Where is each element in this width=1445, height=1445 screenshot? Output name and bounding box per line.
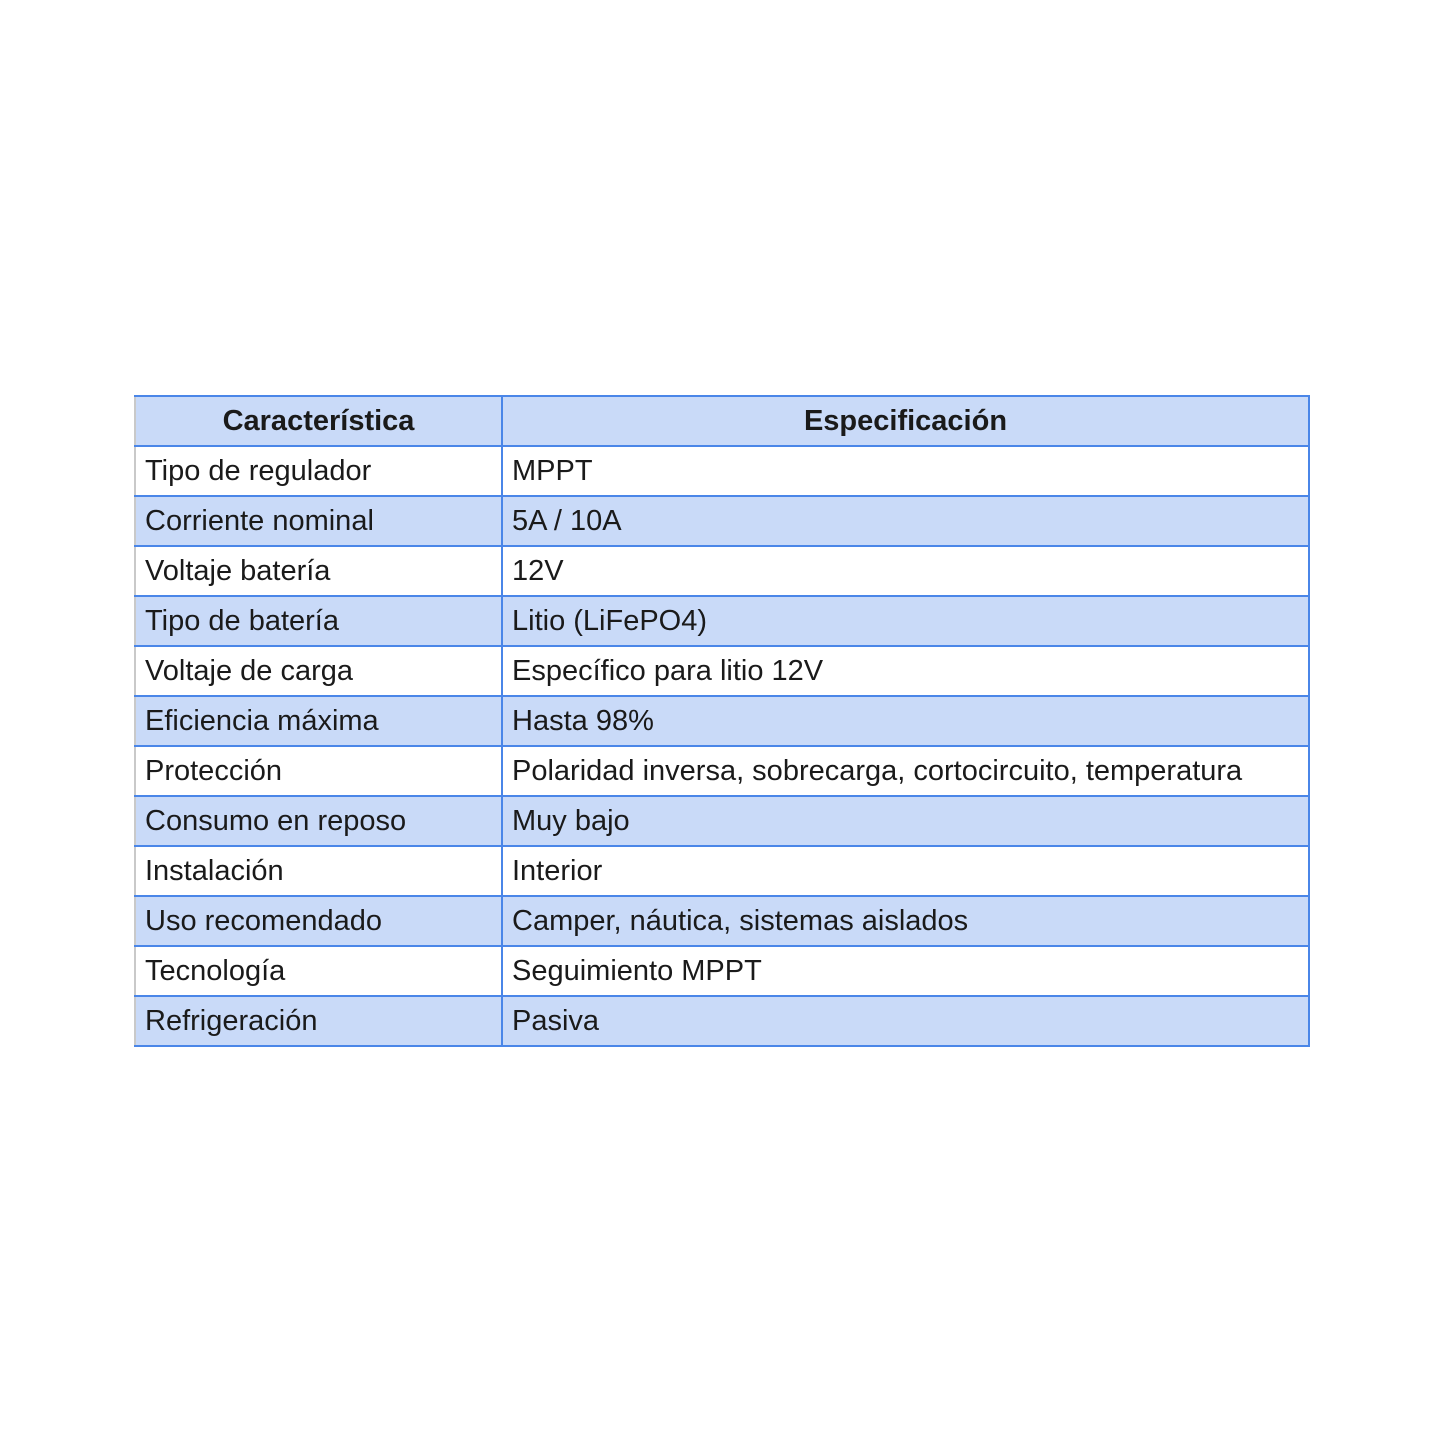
feature-cell: Corriente nominal bbox=[135, 496, 502, 546]
spec-cell: Interior bbox=[502, 846, 1309, 896]
feature-cell: Tipo de regulador bbox=[135, 446, 502, 496]
header-caracteristica: Característica bbox=[135, 396, 502, 446]
header-especificacion: Especificación bbox=[502, 396, 1309, 446]
spec-cell: Camper, náutica, sistemas aislados bbox=[502, 896, 1309, 946]
table-row bbox=[135, 646, 1309, 696]
spec-cell: 12V bbox=[502, 546, 1309, 596]
feature-cell: Instalación bbox=[135, 846, 502, 896]
feature-cell: Protección bbox=[135, 746, 502, 796]
table-row bbox=[135, 746, 1309, 796]
feature-cell: Tipo de batería bbox=[135, 596, 502, 646]
spec-cell: Litio (LiFePO4) bbox=[502, 596, 1309, 646]
spec-cell: Pasiva bbox=[502, 996, 1309, 1046]
table-header-row bbox=[135, 396, 1309, 446]
spec-table bbox=[134, 395, 1310, 1047]
table-row bbox=[135, 896, 1309, 946]
table-row bbox=[135, 946, 1309, 996]
feature-cell: Voltaje batería bbox=[135, 546, 502, 596]
feature-cell: Eficiencia máxima bbox=[135, 696, 502, 746]
spec-cell: MPPT bbox=[502, 446, 1309, 496]
table-row bbox=[135, 546, 1309, 596]
table-row bbox=[135, 796, 1309, 846]
spec-cell: Seguimiento MPPT bbox=[502, 946, 1309, 996]
table-row bbox=[135, 996, 1309, 1046]
feature-cell: Refrigeración bbox=[135, 996, 502, 1046]
spec-cell: Hasta 98% bbox=[502, 696, 1309, 746]
feature-cell: Voltaje de carga bbox=[135, 646, 502, 696]
table-row bbox=[135, 446, 1309, 496]
feature-cell: Consumo en reposo bbox=[135, 796, 502, 846]
table-row bbox=[135, 696, 1309, 746]
feature-cell: Tecnología bbox=[135, 946, 502, 996]
feature-cell: Uso recomendado bbox=[135, 896, 502, 946]
spec-cell: Específico para litio 12V bbox=[502, 646, 1309, 696]
table-row bbox=[135, 496, 1309, 546]
table-row bbox=[135, 596, 1309, 646]
spec-cell: Polaridad inversa, sobrecarga, cortocircuito, temperatura bbox=[502, 746, 1309, 796]
spec-cell: Muy bajo bbox=[502, 796, 1309, 846]
spec-cell: 5A / 10A bbox=[502, 496, 1309, 546]
table-row bbox=[135, 846, 1309, 896]
